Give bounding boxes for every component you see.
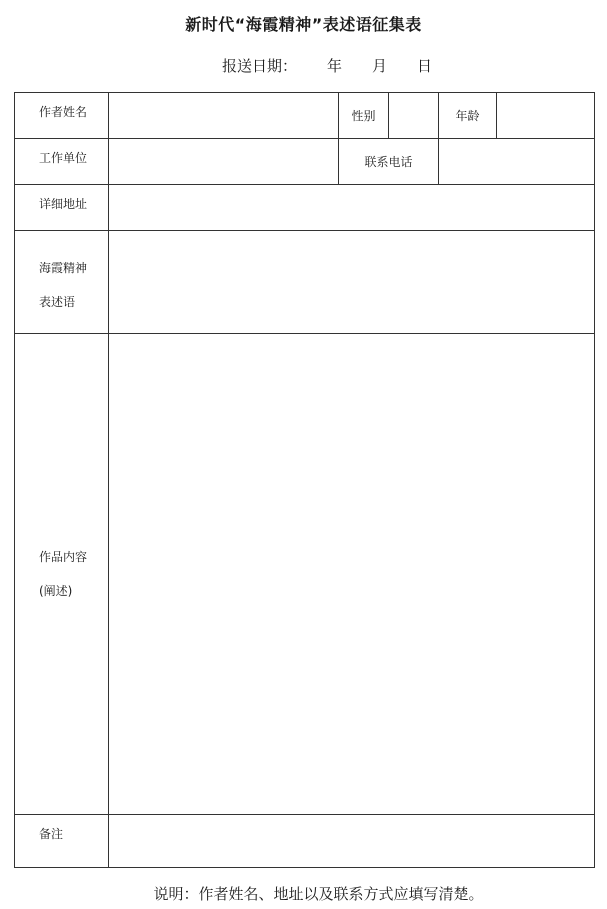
address-label: 详细地址 [15,185,109,231]
instruction-note: 说明：作者姓名、地址以及联系方式应填写清楚。 [153,885,484,903]
table-row [15,334,595,815]
table-row [15,815,595,868]
remarks-field[interactable] [109,815,595,868]
work-unit-label: 工作单位 [15,139,109,185]
submission-date-line [222,55,432,76]
remarks-label: 备注 [15,815,109,868]
submission-date-label: 报送日期： [222,57,298,75]
table-row [15,231,595,334]
age-field[interactable] [497,93,595,139]
table-row [15,185,595,231]
gender-label: 性别 [339,93,389,139]
work-unit-field[interactable] [109,139,339,185]
age-label: 年龄 [439,93,497,139]
content-field[interactable] [109,334,595,815]
author-name-field[interactable] [109,93,339,139]
expression-label [15,231,109,334]
expression-label-line2: 表述语 [39,295,76,309]
content-label-line2: (阐述) [39,584,73,598]
date-year-label: 年 [327,57,343,75]
form-title: 新时代“海霞精神”表述语征集表 [185,15,422,34]
gender-field[interactable] [389,93,439,139]
expression-label-line1: 海霞精神 [39,261,88,275]
author-name-label: 作者姓名 [15,93,109,139]
content-label [15,334,109,815]
content-label-line1: 作品内容 [39,550,88,564]
expression-field[interactable] [109,231,595,334]
table-row [15,93,595,139]
table-row [15,139,595,185]
address-field[interactable] [109,185,595,231]
phone-label: 联系电话 [339,139,439,185]
date-day-label: 日 [417,57,433,75]
date-month-label: 月 [372,57,388,75]
submission-form-table [14,92,595,868]
phone-field[interactable] [439,139,595,185]
